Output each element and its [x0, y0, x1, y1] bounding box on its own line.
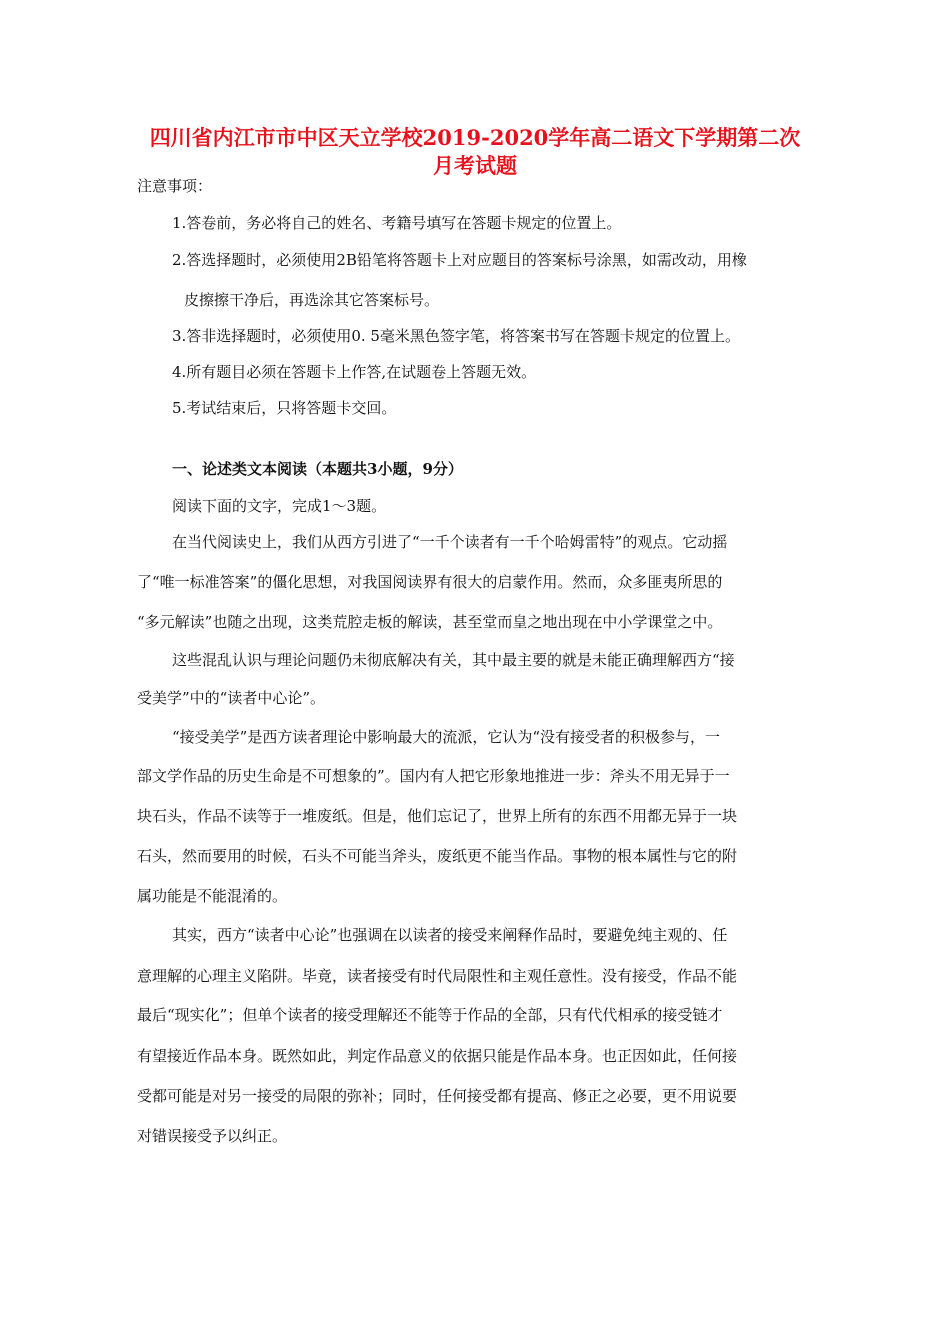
paragraph-3-line-4: 石头，然而要用的时候，石头不可能当斧头，废纸更不能当作品。事物的根本属性与它的附	[137, 847, 738, 865]
notice-item-3: 3.答非选择题时，必须使用0. 5毫米黑色签字笔，将答案书写在答题卡规定的位置上。	[172, 327, 740, 345]
paragraph-4-line-6: 对错误接受予以纠正。	[137, 1127, 288, 1145]
paragraph-4-line-5: 受都可能是对另一接受的局限的弥补；同时，任何接受都有提高、修正之必要，更不用说要	[137, 1087, 738, 1105]
notice-item-1: 1.答卷前，务必将自己的姓名、考籍号填写在答题卡规定的位置上。	[172, 214, 622, 232]
section-heading: 一、论述类文本阅读（本题共3小题，9分）	[172, 460, 463, 478]
notice-item-2: 2.答选择题时，必须使用2B铅笔将答题卡上对应题目的答案标号涂黑，如需改动，用橡	[172, 251, 747, 269]
paragraph-3-line-3: 块石头，作品不读等于一堆废纸。但是，他们忘记了，世界上所有的东西不用都无异于一块	[137, 807, 738, 825]
paragraph-4-line-4: 有望接近作品本身。既然如此，判定作品意义的依据只能是作品本身。也正因如此，任何接	[137, 1047, 738, 1065]
paragraph-3-line-5: 属功能是不能混淆的。	[137, 887, 288, 905]
paragraph-1-line-1: 在当代阅读史上，我们从西方引进了“一千个读者有一千个哈姆雷特”的观点。它动摇	[172, 533, 728, 551]
document-title-line-2: 月考试题	[433, 153, 517, 178]
paragraph-4-line-2: 意理解的心理主义陷阱。毕竟，读者接受有时代局限性和主观任意性。没有接受，作品不能	[137, 967, 738, 985]
paragraph-2-line-2: 受美学”中的“读者中心论”。	[137, 689, 326, 707]
notice-heading: 注意事项：	[137, 177, 213, 195]
paragraph-1-line-3: “多元解读”也随之出现，这类荒腔走板的解读，甚至堂而皇之地出现在中小学课堂之中。	[137, 613, 723, 631]
reading-instruction: 阅读下面的文字，完成1～3题。	[172, 497, 387, 515]
paragraph-4-line-1: 其实，西方“读者中心论”也强调在以读者的接受来阐释作品时，要避免纯主观的、任	[172, 926, 728, 944]
paragraph-4-line-3: 最后“现实化”；但单个读者的接受理解还不能等于作品的全部，只有代代相承的接受链才	[137, 1006, 723, 1024]
notice-item-2-continued: 皮擦擦干净后，再选涂其它答案标号。	[184, 291, 440, 309]
paragraph-3-line-1: “接受美学”是西方读者理论中影响最大的流派，它认为“没有接受者的积极参与，一	[172, 728, 721, 746]
paragraph-3-line-2: 部文学作品的历史生命是不可想象的”。国内有人把它形象地推进一步：斧头不用无异于一	[137, 767, 730, 785]
paragraph-1-line-2: 了“唯一标准答案”的僵化思想，对我国阅读界有很大的启蒙作用。然而，众多匪夷所思的	[137, 573, 723, 591]
notice-item-4: 4.所有题目必须在答题卡上作答,在试题卷上答题无效。	[172, 363, 537, 381]
document-title-line-1: 四川省内江市市中区天立学校2019-2020学年高二语文下学期第二次	[149, 125, 801, 150]
notice-item-5: 5.考试结束后，只将答题卡交回。	[172, 399, 397, 417]
paragraph-2-line-1: 这些混乱认识与理论问题仍未彻底解决有关，其中最主要的就是未能正确理解西方“接	[172, 651, 735, 669]
